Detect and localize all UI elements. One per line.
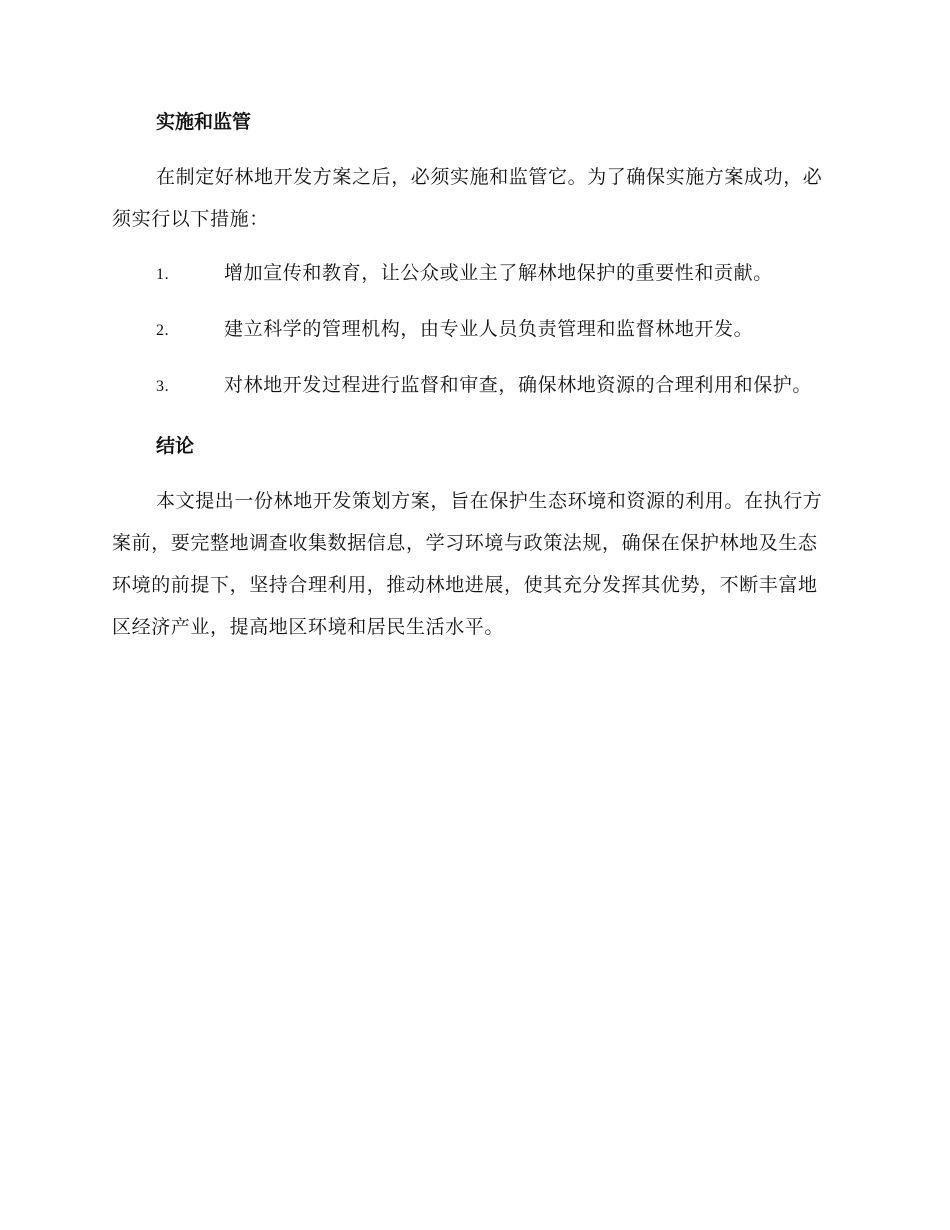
list-number: 2. xyxy=(156,322,170,339)
document-page xyxy=(112,108,834,648)
list-item xyxy=(112,252,834,296)
section-heading-implementation: 实施和监管 xyxy=(156,111,252,133)
list-item-text: 对林地开发过程进行监督和审查，确保林地资源的合理利用和保护。 xyxy=(224,374,813,396)
list-number: 3. xyxy=(156,378,170,395)
list-item xyxy=(112,308,834,352)
list-item-text: 建立科学的管理机构，由专业人员负责管理和监督林地开发。 xyxy=(224,318,754,340)
list-number: 1. xyxy=(156,266,170,283)
conclusion-paragraph: 本文提出一份林地开发策划方案，旨在保护生态环境和资源的利用。在执行方案前，要完整地调查收集数据信息，学习环境与政策法规，确保在保护林地及生态环境的前提下，坚持合理利用，推动林地进展，使其充分发挥其优势，不断丰富地区经济产业，提高地区环境和居民生活水平。 xyxy=(112,490,823,638)
section-heading-conclusion: 结论 xyxy=(156,435,195,457)
implementation-intro-paragraph: 在制定好林地开发方案之后，必须实施和监管它。为了确保实施方案成功，必须实行以下措施： xyxy=(112,166,823,230)
list-item-text: 增加宣传和教育，让公众或业主了解林地保护的重要性和贡献。 xyxy=(224,262,773,284)
list-item xyxy=(112,364,834,408)
